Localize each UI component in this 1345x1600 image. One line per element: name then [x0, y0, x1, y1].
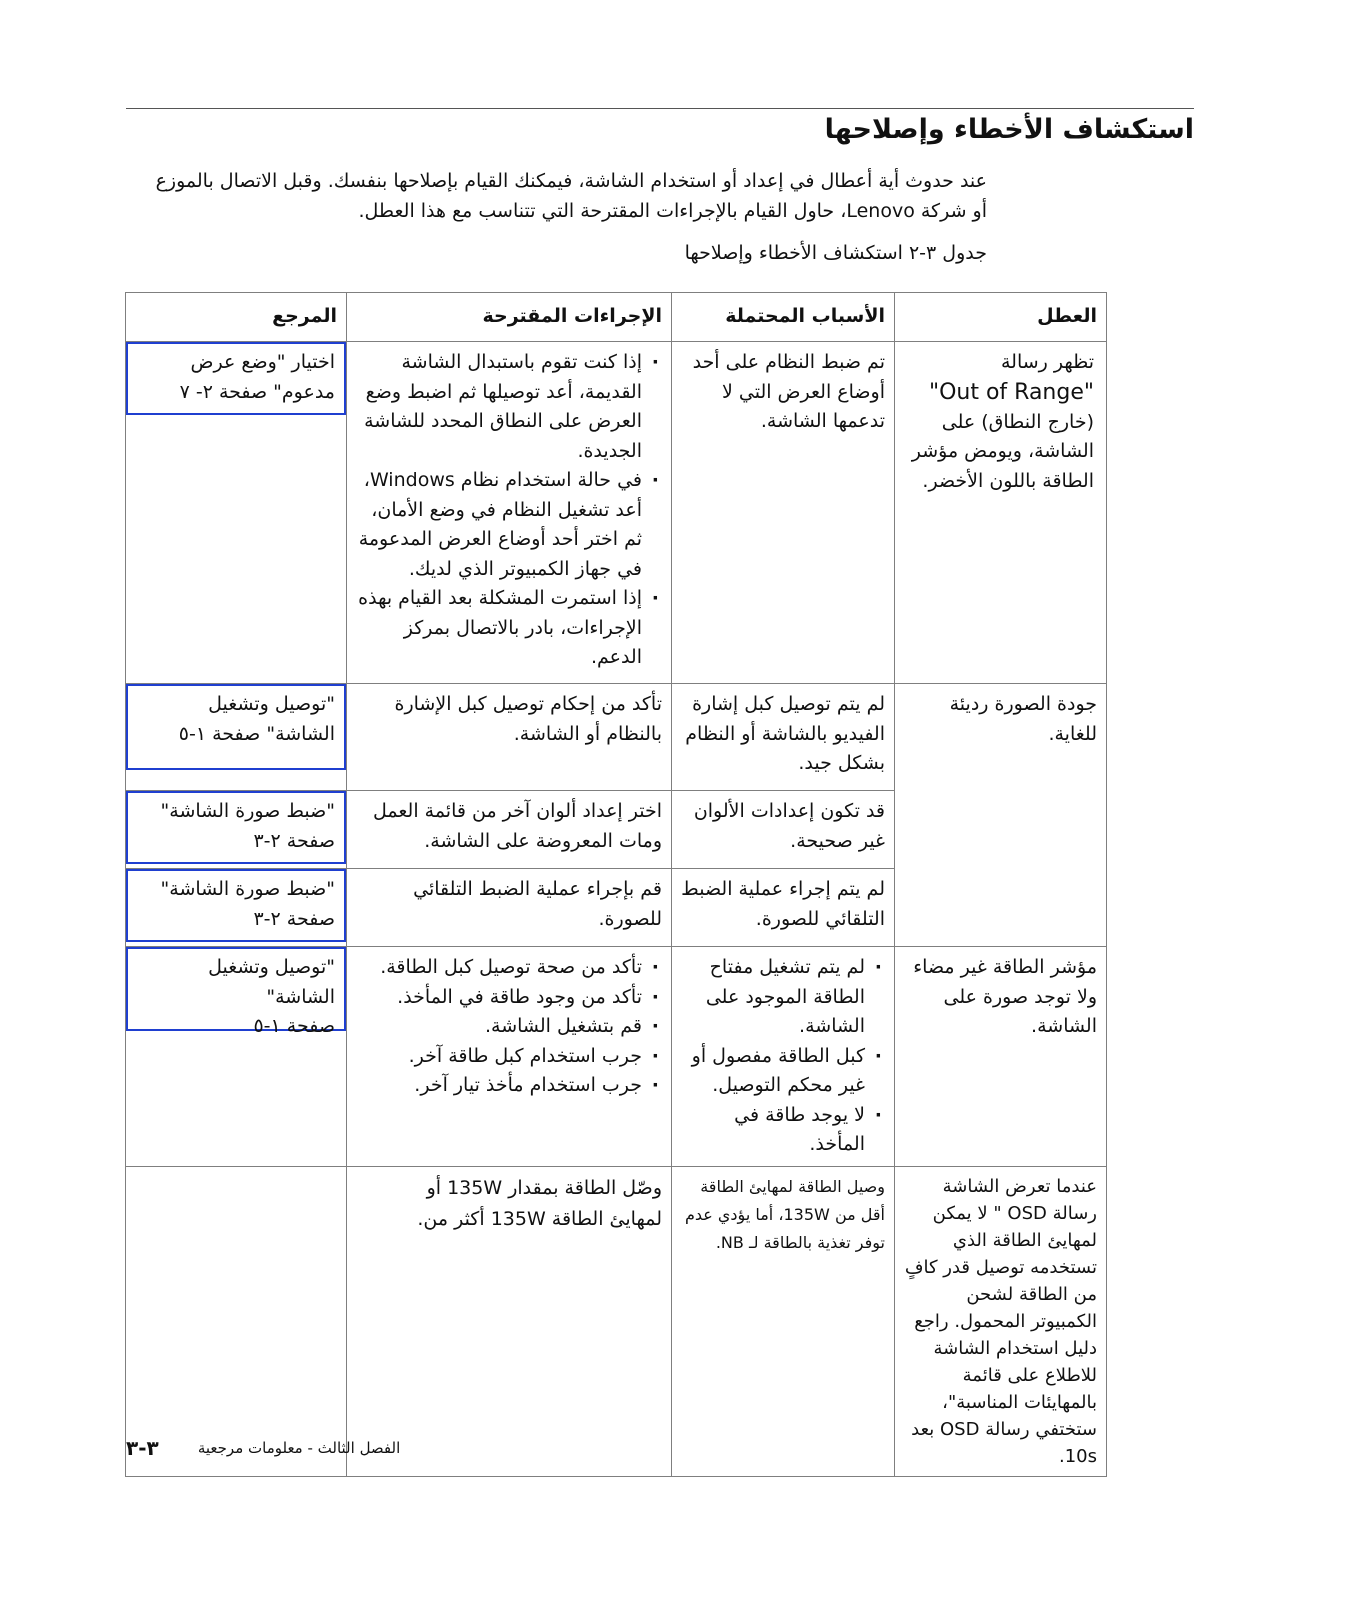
action-line: وصّل الطاقة بمقدار 135W أو: [426, 1176, 662, 1199]
reference-line: اختيار "وضع عرض: [190, 351, 335, 373]
header-reference: المرجع: [126, 293, 347, 342]
reference-cell: [126, 869, 347, 947]
reference-line: "ضبط صورة الشاشة": [160, 878, 335, 900]
list-item: · في حالة استخدام نظام Windows، أعد تشغيل النظام في وضع الأمان، ثم اختر أحد أوضاع العرض المدعومة في جهاز الكمبيوتر الذي لديك.: [355, 466, 662, 584]
header-action: الإجراءات المقترحة: [347, 293, 672, 342]
action-cell: [347, 1166, 672, 1476]
list-item: · لا يوجد طاقة في المأخذ.: [680, 1101, 885, 1160]
problem-cell: عندما تعرض الشاشة رسالة OSD " لا يمكن لمهايئ الطاقة الذي تستخدمه توصيل قدر كافٍ من الطاقة لشحن الكمبيوتر المحمول. راجع دليل استخدام الشاشة للاطلاع على قائمة بالمهايئات المناسبة"، ستختفي رسالة OSD بعد 10s.: [895, 1166, 1107, 1476]
cause-cell: تم ضبط النظام على أحد أوضاع العرض التي لا تدعمها الشاشة.: [672, 342, 895, 684]
table-row: [126, 1166, 1107, 1476]
reference-cell: [126, 342, 347, 684]
cause-cell: قد تكون إعدادات الألوان غير صحيحة.: [672, 791, 895, 869]
reference-line: "ضبط صورة الشاشة": [160, 800, 335, 822]
action-cell: [347, 342, 672, 684]
problem-cell: [895, 342, 1107, 684]
reference-link[interactable]: [126, 791, 346, 864]
list-item: · جرب استخدام كبل طاقة آخر.: [355, 1042, 662, 1072]
table-row: [126, 684, 1107, 791]
reference-line: صفحة ٢-٣: [253, 907, 335, 930]
header-problem: العطل: [895, 293, 1107, 342]
header-cause: الأسباب المحتملة: [672, 293, 895, 342]
reference-line: "توصيل وتشغيل: [208, 693, 335, 715]
table-caption: جدول ٣-٢ استكشاف الأخطاء وإصلاحها: [684, 242, 987, 264]
table-row: [126, 342, 1107, 684]
page-footer: [126, 1436, 400, 1460]
intro-line: عند حدوث أية أعطال في إعداد أو استخدام الشاشة، فيمكنك القيام بإصلاحها بنفسك. وقبل الاتصال بالموزع: [155, 170, 987, 192]
reference-link[interactable]: [126, 869, 346, 942]
list-item: · كبل الطاقة مفصول أو غير محكم التوصيل.: [680, 1042, 885, 1101]
list-item: · إذا كنت تقوم باستبدال الشاشة القديمة، أعد توصيلها ثم اضبط وضع العرض على النطاق المحدد للشاشة الجديدة.: [355, 348, 662, 466]
reference-cell: [126, 684, 347, 791]
reference-line: الشاشة" صفحة ١-٥: [178, 722, 335, 745]
intro-line: أو شركة Lenovo، حاول القيام بالإجراءات المقترحة التي تتناسب مع هذا العطل.: [358, 200, 987, 222]
cause-cell: لم يتم توصيل كبل إشارة الفيديو بالشاشة أو النظام بشكل جيد.: [672, 684, 895, 791]
troubleshooting-table: [125, 292, 1107, 1477]
problem-line: "Out of Range": [928, 379, 1094, 405]
action-list: [355, 953, 662, 1101]
action-cell: قم بإجراء عملية الضبط التلقائي للصورة.: [347, 869, 672, 947]
problem-line: تظهر رسالة: [1000, 351, 1094, 373]
reference-link[interactable]: [126, 684, 346, 770]
cause-list: [680, 953, 885, 1160]
footer-text: الفصل الثالث - معلومات مرجعية: [197, 1439, 401, 1457]
reference-cell: [126, 791, 347, 869]
reference-cell: [126, 947, 347, 1167]
table-header-row: [126, 293, 1107, 342]
cause-cell: لم يتم إجراء عملية الضبط التلقائي للصورة.: [672, 869, 895, 947]
cause-cell: [672, 947, 895, 1167]
reference-link[interactable]: [126, 342, 346, 415]
action-list: [355, 348, 662, 673]
list-item: · تأكد من صحة توصيل كبل الطاقة.: [355, 953, 662, 983]
action-cell: اختر إعداد ألوان آخر من قائمة العمل ومات المعروضة على الشاشة.: [347, 791, 672, 869]
list-item: · جرب استخدام مأخذ تيار آخر.: [355, 1071, 662, 1101]
problem-line: الشاشة، ويومض مؤشر: [911, 440, 1094, 462]
list-item: · إذا استمرت المشكلة بعد القيام بهذه الإجراءات، بادر بالاتصال بمركز الدعم.: [355, 584, 662, 673]
list-item: · تأكد من وجود طاقة في المأخذ.: [355, 983, 662, 1013]
list-item: · لم يتم تشغيل مفتاح الطاقة الموجود على الشاشة.: [680, 953, 885, 1042]
cause-cell: وصيل الطاقة لمهايئ الطاقة أقل من 135W، أما يؤدي عدم توفر تغذية بالطاقة لـ NB.: [672, 1166, 895, 1476]
intro-paragraph: [127, 166, 987, 226]
reference-cell: [126, 1166, 347, 1476]
reference-link[interactable]: [126, 947, 346, 1037]
page-title: استكشاف الأخطاء وإصلاحها: [824, 114, 1194, 145]
problem-line: (خارج النطاق) على: [941, 410, 1094, 433]
action-cell: [347, 947, 672, 1167]
action-cell: تأكد من إحكام توصيل كبل الإشارة بالنظام أو الشاشة.: [347, 684, 672, 791]
problem-cell: مؤشر الطاقة غير مضاء ولا توجد صورة على الشاشة.: [895, 947, 1107, 1167]
reference-line: صفحة ٢-٣: [253, 829, 335, 852]
problem-cell: جودة الصورة رديئة للغاية.: [895, 684, 1107, 947]
top-rule: [126, 108, 1194, 109]
action-line: لمهايئ الطاقة 135W أكثر من.: [417, 1207, 662, 1230]
reference-line: "توصيل وتشغيل الشاشة": [208, 956, 335, 1008]
reference-line: صفحة ١-٥: [253, 1015, 335, 1037]
table-row: [126, 947, 1107, 1167]
list-item: · قم بتشغيل الشاشة.: [355, 1012, 662, 1042]
reference-line: مدعوم" صفحة ٢- ٧: [179, 380, 335, 403]
page-number: ٣-٣: [126, 1436, 159, 1460]
problem-line: الطاقة باللون الأخضر.: [922, 469, 1094, 492]
